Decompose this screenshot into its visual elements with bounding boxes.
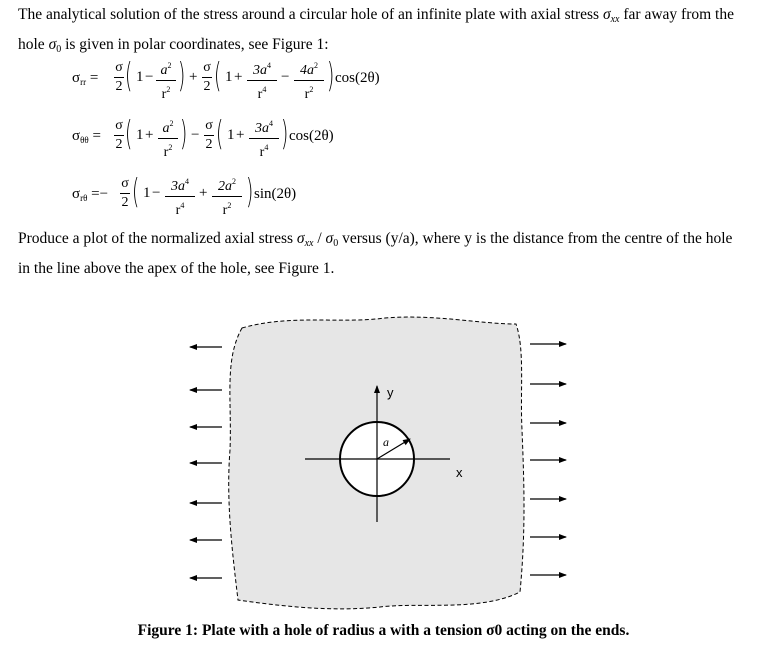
eq1-frac1-den: 2 bbox=[115, 79, 123, 94]
left-tension-arrows bbox=[190, 347, 222, 578]
eq2-frac1-den: 2 bbox=[115, 137, 123, 152]
task-sigma0: σ bbox=[325, 230, 334, 247]
eq3-frac1-num: σ bbox=[121, 176, 129, 191]
eq3-frac-2a2r2 bbox=[212, 174, 242, 218]
eq1-minus2: − bbox=[281, 69, 290, 85]
eq1-r2b: r bbox=[304, 87, 310, 102]
eq3-lparen: ( bbox=[132, 172, 140, 212]
eq1-lhs bbox=[72, 70, 98, 87]
eq2-one2: 1 bbox=[227, 127, 235, 143]
eq3-r2: r bbox=[222, 203, 228, 218]
eq2-plus: + bbox=[145, 127, 154, 143]
eq1-equals: = bbox=[89, 70, 99, 86]
eq3-negative: − bbox=[99, 186, 109, 202]
eq1-frac2-num: σ bbox=[203, 60, 211, 75]
intro-text-2: far away from the hole bbox=[18, 6, 734, 53]
eq2-lhs bbox=[72, 128, 101, 145]
task-slash: / bbox=[317, 230, 322, 247]
task-sigma-xx-sub: xx bbox=[304, 238, 314, 249]
eq2-frac-a2r2 bbox=[158, 116, 178, 160]
eq1-lparen1: ( bbox=[125, 56, 133, 96]
eq1-one2: 1 bbox=[225, 69, 233, 85]
eq2-3a-pow: 4 bbox=[269, 119, 273, 128]
eq1-a-pow: 2 bbox=[167, 61, 172, 70]
eq1-r-pow: 2 bbox=[166, 85, 171, 94]
intro-paragraph bbox=[18, 2, 748, 62]
task-text-1: Produce a plot of the normalized axial stress bbox=[18, 230, 294, 247]
eq3-lhs bbox=[72, 186, 108, 203]
eq2-frac1 bbox=[114, 118, 124, 152]
eq3-3a-pow: 4 bbox=[185, 177, 189, 186]
eq2-r4-pow: 4 bbox=[264, 143, 269, 152]
sigma-xx-symbol: σ bbox=[602, 6, 611, 23]
eq2-frac-3a4r4 bbox=[249, 116, 279, 160]
eq1-lparen2: ( bbox=[214, 56, 222, 96]
eq3-minus: − bbox=[152, 185, 161, 201]
eq3-3a: 3a bbox=[171, 179, 185, 194]
task-sigma0-sub: 0 bbox=[333, 238, 339, 249]
eq3-plus: + bbox=[199, 185, 208, 201]
eq3-sin: sin(2θ) bbox=[254, 186, 297, 202]
eq1-subscript: rr bbox=[80, 77, 87, 87]
eq2-one: 1 bbox=[136, 127, 144, 143]
figure-caption: Figure 1: Plate with a hole of radius a with a tension σ0 acting on the ends. bbox=[137, 622, 630, 639]
eq2-r-pow: 2 bbox=[168, 143, 173, 152]
eq2-frac2-den: 2 bbox=[205, 137, 213, 152]
eq2-a-pow: 2 bbox=[169, 119, 174, 128]
task-text-2: versus (y/a), where y is the distance from the centre of the hole in the line above the apex of the hole, see Figure 1. bbox=[18, 230, 733, 277]
eq1-frac2 bbox=[202, 60, 212, 94]
eq3-sigma: σ bbox=[72, 186, 81, 202]
eq2-a: a bbox=[162, 121, 170, 136]
eq2-r4: r bbox=[259, 145, 265, 160]
eq1-4a: 4a bbox=[300, 63, 314, 78]
eq3-equals: = bbox=[91, 186, 100, 202]
eq1-r2b-pow: 2 bbox=[309, 85, 314, 94]
eq2-frac2-num: σ bbox=[205, 118, 213, 133]
y-axis-label: y bbox=[387, 385, 394, 400]
eq1-sigma: σ bbox=[72, 70, 81, 86]
eq3-rparen: ) bbox=[246, 172, 254, 212]
eq3-r4-pow: 4 bbox=[180, 201, 185, 210]
eq3-one: 1 bbox=[143, 185, 151, 201]
eq2-sigma: σ bbox=[72, 128, 81, 144]
eq2-lparen2: ( bbox=[216, 114, 224, 154]
eq3-frac1 bbox=[120, 176, 130, 210]
eq1-one: 1 bbox=[136, 69, 144, 85]
eq1-frac-4a2r2 bbox=[294, 58, 324, 102]
eq2-plus2: + bbox=[236, 127, 245, 143]
eq2-subscript: θθ bbox=[80, 135, 89, 145]
eq2-lparen1: ( bbox=[125, 114, 133, 154]
intro-text-1: The analytical solution of the stress around a circular hole of an infinite plate with axial stress bbox=[18, 6, 600, 23]
eq3-2a-pow: 2 bbox=[232, 177, 236, 186]
eq3-r2-pow: 2 bbox=[227, 201, 232, 210]
eq1-minus: − bbox=[145, 69, 154, 85]
eq1-frac1-num: σ bbox=[115, 60, 123, 75]
eq3-frac-3a4r4 bbox=[165, 174, 195, 218]
eq2-rparen1: ) bbox=[180, 114, 188, 154]
eq1-frac-a2r2 bbox=[156, 58, 176, 102]
eq2-frac2 bbox=[204, 118, 214, 152]
eq3-subscript: rθ bbox=[80, 193, 88, 203]
eq2-cos: cos(2θ) bbox=[289, 128, 334, 144]
task-sigma-xx: σ bbox=[296, 230, 305, 247]
intro-text-3: is given in polar coordinates, see Figure 1: bbox=[65, 36, 329, 53]
eq1-r: r bbox=[161, 87, 167, 102]
eq1-cos: cos(2θ) bbox=[335, 70, 380, 86]
eq1-frac2-den: 2 bbox=[203, 79, 211, 94]
eq1-plus: + bbox=[189, 69, 198, 85]
right-tension-arrows bbox=[530, 344, 566, 575]
x-axis-label: x bbox=[456, 465, 463, 480]
eq1-frac-3a4r4 bbox=[247, 58, 277, 102]
eq1-3a-pow: 4 bbox=[267, 61, 271, 70]
eq1-rparen2: ) bbox=[327, 56, 335, 96]
sigma-xx-subscript: xx bbox=[610, 14, 620, 25]
radius-label: a bbox=[383, 435, 389, 449]
eq1-rparen1: ) bbox=[178, 56, 186, 96]
eq1-a: a bbox=[160, 63, 168, 78]
eq1-plus2: + bbox=[234, 69, 243, 85]
eq1-r4: r bbox=[257, 87, 263, 102]
eq1-4a-pow: 2 bbox=[314, 61, 318, 70]
eq2-minus: − bbox=[191, 127, 200, 143]
eq2-rparen2: ) bbox=[281, 114, 289, 154]
sigma0-subscript: 0 bbox=[56, 44, 62, 55]
sigma0-symbol: σ bbox=[48, 36, 57, 53]
eq3-r4: r bbox=[175, 203, 181, 218]
eq2-equals: = bbox=[92, 128, 101, 144]
task-paragraph bbox=[18, 226, 748, 281]
plate-figure bbox=[180, 310, 600, 615]
eq1-frac1 bbox=[114, 60, 124, 94]
eq1-r4-pow: 4 bbox=[262, 85, 267, 94]
eq3-2a: 2a bbox=[218, 179, 232, 194]
eq2-r: r bbox=[163, 145, 169, 160]
eq2-frac1-num: σ bbox=[115, 118, 123, 133]
eq3-frac1-den: 2 bbox=[121, 195, 129, 210]
eq2-3a: 3a bbox=[255, 121, 269, 136]
eq1-3a: 3a bbox=[253, 63, 267, 78]
